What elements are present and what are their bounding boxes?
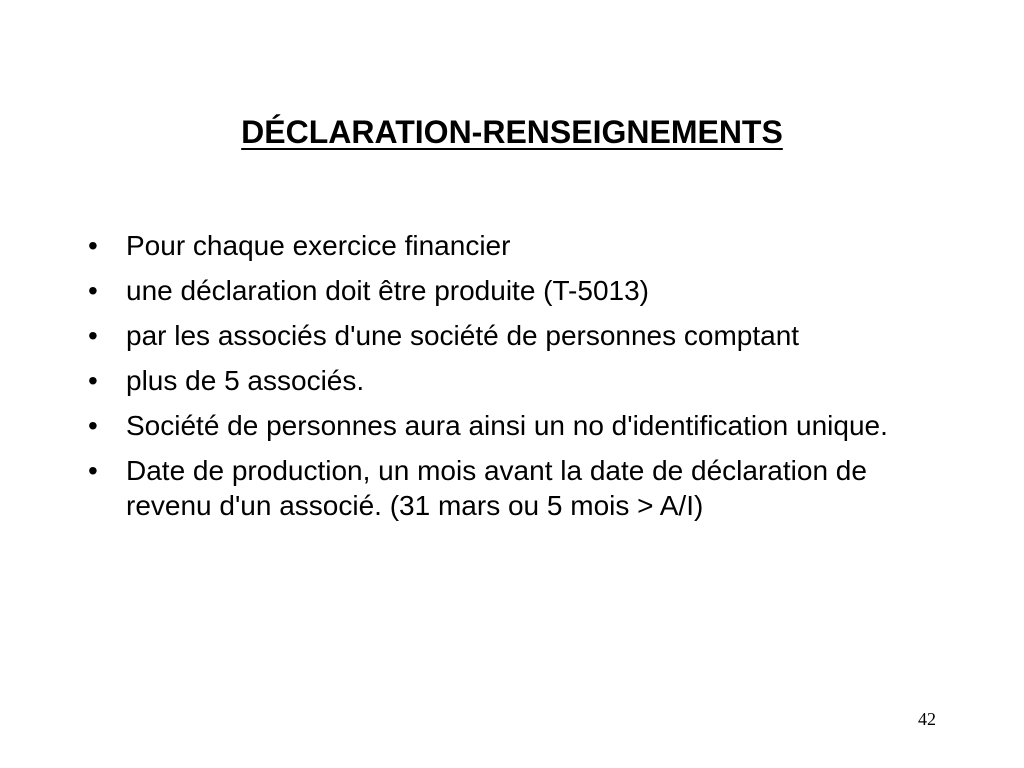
- bullet-item: [88, 408, 948, 443]
- bullet-item: [88, 453, 948, 523]
- bullet-item: [88, 228, 948, 263]
- bullet-text: Société de personnes aura ainsi un no d'identification unique.: [126, 410, 888, 441]
- bullet-list: [88, 228, 948, 533]
- bullet-icon: •: [88, 320, 98, 351]
- bullet-item: [88, 318, 948, 353]
- bullet-icon: •: [88, 455, 98, 486]
- bullet-text: plus de 5 associés.: [126, 365, 365, 396]
- bullet-text: par les associés d'une société de personnes comptant: [126, 320, 800, 351]
- bullet-icon: •: [88, 230, 98, 261]
- bullet-item: [88, 273, 948, 308]
- bullet-item: [88, 363, 948, 398]
- slide-title: [0, 110, 1024, 154]
- bullet-text: Date de production, un mois avant la date de déclaration de revenu d'un associé. (31 mars ou 5 mois > A/I): [126, 455, 867, 521]
- bullet-icon: •: [88, 275, 98, 306]
- bullet-icon: •: [88, 410, 98, 441]
- bullet-icon: •: [88, 365, 98, 396]
- page-number: 42: [918, 709, 936, 729]
- bullet-text: une déclaration doit être produite (T-5013): [126, 275, 649, 306]
- bullet-text: Pour chaque exercice financier: [126, 230, 511, 261]
- slide-title-text: DÉCLARATION-RENSEIGNEMENTS: [241, 114, 783, 150]
